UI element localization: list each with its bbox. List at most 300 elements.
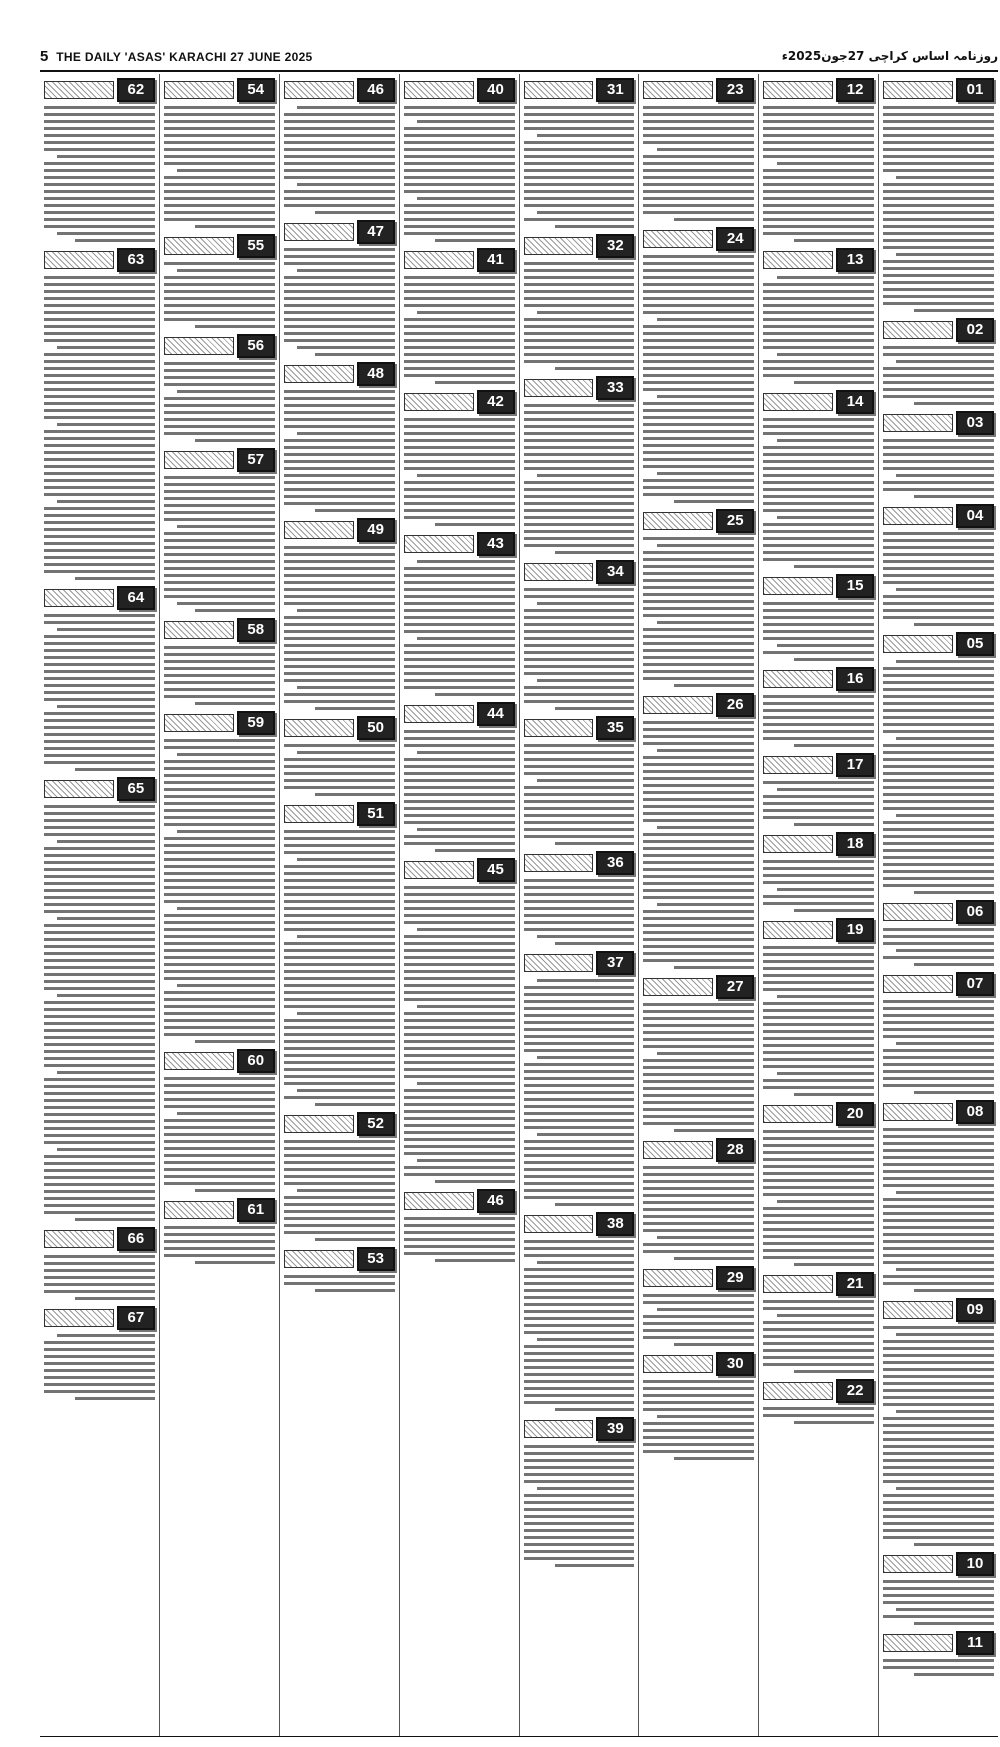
text-line <box>315 1289 395 1292</box>
text-line <box>643 304 754 307</box>
text-line <box>643 197 754 200</box>
text-line <box>524 509 635 512</box>
brief-header <box>284 1112 395 1136</box>
text-line <box>284 453 395 456</box>
text-line <box>57 1334 155 1337</box>
brief-header <box>643 227 754 251</box>
text-line <box>404 418 515 421</box>
text-line <box>284 779 395 782</box>
text-line <box>417 197 515 200</box>
text-line <box>883 446 994 449</box>
text-line <box>763 418 874 421</box>
text-line <box>763 1300 874 1303</box>
text-line <box>524 609 635 612</box>
text-line <box>524 283 635 286</box>
text-line <box>284 1019 395 1022</box>
text-line <box>164 844 275 847</box>
text-line <box>763 988 874 991</box>
text-line <box>643 628 754 631</box>
hatched-divider <box>164 714 234 732</box>
brief-header <box>164 1198 275 1222</box>
text-line <box>883 956 994 959</box>
news-brief <box>643 509 754 687</box>
text-line <box>417 637 515 640</box>
text-line <box>164 383 275 386</box>
text-line <box>164 127 275 130</box>
news-column <box>159 74 279 1736</box>
text-line <box>643 882 754 885</box>
text-line <box>164 588 275 591</box>
text-line <box>44 106 155 109</box>
text-line <box>164 851 275 854</box>
text-line <box>284 1096 395 1099</box>
text-line <box>524 1021 635 1024</box>
text-line <box>44 1355 155 1358</box>
text-line <box>195 1261 275 1264</box>
brief-number-badge: 21 <box>836 1272 874 1296</box>
news-brief <box>404 390 515 526</box>
hatched-divider <box>883 414 953 432</box>
text-line <box>164 518 275 521</box>
text-line <box>883 232 994 235</box>
text-line <box>164 183 275 186</box>
text-line <box>537 1338 635 1341</box>
brief-header <box>643 975 754 999</box>
news-column <box>279 74 399 1736</box>
text-line <box>404 283 515 286</box>
brief-number-badge: 59 <box>237 711 275 735</box>
text-line <box>524 127 635 130</box>
brief-header <box>643 1266 754 1290</box>
text-line <box>524 1175 635 1178</box>
text-line <box>763 474 874 477</box>
text-line <box>883 148 994 151</box>
text-line <box>643 444 754 447</box>
text-line <box>524 700 635 703</box>
text-line <box>763 860 874 863</box>
text-line <box>164 411 275 414</box>
text-line <box>44 1341 155 1344</box>
hatched-divider <box>524 1215 594 1233</box>
text-line <box>643 1024 754 1027</box>
text-line <box>404 630 515 633</box>
hatched-divider <box>44 589 114 607</box>
text-line <box>883 1515 994 1518</box>
news-brief <box>883 1631 994 1676</box>
text-line <box>524 879 635 882</box>
brief-number-badge: 62 <box>117 78 155 102</box>
text-line <box>643 1294 754 1297</box>
text-line <box>643 1315 754 1318</box>
text-line <box>643 1080 754 1083</box>
text-line <box>404 1252 515 1255</box>
text-line <box>524 1557 635 1560</box>
text-line <box>404 106 515 109</box>
text-line <box>44 402 155 405</box>
text-line <box>657 1236 755 1239</box>
text-line <box>44 1085 155 1088</box>
text-line <box>763 795 874 798</box>
text-line <box>657 1415 755 1418</box>
text-line <box>284 339 395 342</box>
text-line <box>643 1215 754 1218</box>
text-line <box>883 667 994 670</box>
text-line <box>44 563 155 566</box>
text-line <box>164 1012 275 1015</box>
text-line <box>674 500 754 503</box>
text-line <box>284 616 395 619</box>
text-line <box>883 1480 994 1483</box>
hatched-divider <box>404 1192 474 1210</box>
text-line <box>44 204 155 207</box>
brief-number-badge: 45 <box>477 858 515 882</box>
brief-header <box>284 802 395 826</box>
text-line <box>164 404 275 407</box>
text-line <box>435 1259 515 1262</box>
text-line <box>44 528 155 531</box>
text-line <box>284 1061 395 1064</box>
brief-header <box>404 248 515 272</box>
text-line <box>883 1028 994 1031</box>
brief-header <box>404 390 515 414</box>
text-line <box>164 476 275 479</box>
text-line <box>674 684 754 687</box>
hatched-divider <box>763 1382 833 1400</box>
text-line <box>404 1217 515 1220</box>
text-line <box>643 332 754 335</box>
news-brief <box>883 972 994 1094</box>
masthead-english <box>40 48 313 65</box>
text-line <box>524 360 635 363</box>
text-line <box>524 481 635 484</box>
text-line <box>524 1473 635 1476</box>
text-line <box>777 162 875 165</box>
text-line <box>537 211 635 214</box>
text-line <box>883 567 994 570</box>
text-line <box>164 581 275 584</box>
text-line <box>643 770 754 773</box>
text-line <box>643 190 754 193</box>
text-line <box>404 425 515 428</box>
text-line <box>284 1161 395 1164</box>
text-line <box>643 1101 754 1104</box>
text-line <box>524 651 635 654</box>
text-line <box>417 1005 515 1008</box>
news-brief <box>524 1417 635 1567</box>
text-line <box>763 1037 874 1040</box>
text-line <box>763 197 874 200</box>
text-line <box>883 1368 994 1371</box>
brief-header <box>524 951 635 975</box>
text-line <box>883 395 994 398</box>
text-line <box>44 276 155 279</box>
text-line <box>763 902 874 905</box>
hatched-divider <box>44 251 114 269</box>
text-line <box>537 779 635 782</box>
text-line <box>284 162 395 165</box>
text-line <box>164 362 275 365</box>
text-line <box>164 739 275 742</box>
text-line <box>404 737 515 740</box>
text-line <box>763 1016 874 1019</box>
hatched-divider <box>643 978 713 996</box>
brief-header <box>524 716 635 740</box>
text-line <box>44 924 155 927</box>
text-line <box>164 823 275 826</box>
text-line <box>524 1112 635 1115</box>
hatched-divider <box>44 780 114 798</box>
text-line <box>164 1077 275 1080</box>
text-line <box>404 1054 515 1057</box>
text-line <box>883 113 994 116</box>
brief-header <box>643 509 754 533</box>
text-line <box>883 302 994 305</box>
brief-header <box>883 1298 994 1322</box>
text-line <box>44 966 155 969</box>
text-line <box>44 1092 155 1095</box>
text-line <box>883 856 994 859</box>
text-line <box>883 1424 994 1427</box>
text-line <box>44 1283 155 1286</box>
text-line <box>896 737 994 740</box>
text-line <box>524 1508 635 1511</box>
text-line <box>883 346 994 349</box>
text-line <box>524 141 635 144</box>
text-line <box>883 793 994 796</box>
text-line <box>164 567 275 570</box>
text-line <box>164 1126 275 1129</box>
text-line <box>164 113 275 116</box>
brief-header <box>883 411 994 435</box>
text-line <box>643 1436 754 1439</box>
text-line <box>883 1326 994 1329</box>
text-line <box>44 493 155 496</box>
text-line <box>164 432 275 435</box>
brief-header <box>883 318 994 342</box>
text-line <box>763 432 874 435</box>
text-line <box>284 283 395 286</box>
text-line <box>883 688 994 691</box>
text-line <box>44 987 155 990</box>
hatched-divider <box>883 903 953 921</box>
text-line <box>883 388 994 391</box>
text-line <box>883 779 994 782</box>
text-line <box>537 979 635 982</box>
text-line <box>164 1147 275 1150</box>
hatched-divider <box>164 337 234 355</box>
text-line <box>763 709 874 712</box>
hatched-divider <box>284 719 354 737</box>
text-line <box>297 1012 395 1015</box>
text-line <box>164 653 275 656</box>
text-line <box>763 155 874 158</box>
text-line <box>763 1151 874 1154</box>
news-brief <box>643 693 754 969</box>
text-line <box>896 474 994 477</box>
text-line <box>44 311 155 314</box>
text-line <box>404 686 515 689</box>
text-line <box>164 879 275 882</box>
text-line <box>284 1075 395 1078</box>
hatched-divider <box>404 393 474 411</box>
text-line <box>883 772 994 775</box>
text-line <box>763 346 874 349</box>
text-line <box>883 877 994 880</box>
text-line <box>404 481 515 484</box>
text-line <box>75 239 155 242</box>
text-line <box>524 1373 635 1376</box>
text-line <box>524 793 635 796</box>
text-line <box>404 204 515 207</box>
text-line <box>896 1487 994 1490</box>
text-line <box>524 120 635 123</box>
text-line <box>883 1536 994 1539</box>
text-line <box>763 974 874 977</box>
text-line <box>164 369 275 372</box>
hatched-divider <box>883 1555 953 1573</box>
text-line <box>44 1269 155 1272</box>
text-line <box>404 842 515 845</box>
hatched-divider <box>284 223 354 241</box>
text-line <box>763 1086 874 1089</box>
text-line <box>524 523 635 526</box>
text-line <box>794 823 874 826</box>
text-line <box>435 849 515 852</box>
text-line <box>177 525 275 528</box>
text-line <box>883 1494 994 1497</box>
text-line <box>763 1407 874 1410</box>
text-line <box>763 502 874 505</box>
text-line <box>643 805 754 808</box>
text-line <box>524 693 635 696</box>
text-line <box>914 309 994 312</box>
text-line <box>674 1257 754 1260</box>
brief-number-badge: 40 <box>477 78 515 102</box>
brief-header <box>883 1631 994 1655</box>
text-line <box>524 1359 635 1362</box>
text-line <box>643 565 754 568</box>
hatched-divider <box>763 835 833 853</box>
text-line <box>284 297 395 300</box>
text-line <box>643 663 754 666</box>
text-line <box>883 1340 994 1343</box>
text-line <box>297 935 395 938</box>
text-line <box>643 1394 754 1397</box>
text-line <box>794 381 874 384</box>
text-line <box>643 106 754 109</box>
text-line <box>643 360 754 363</box>
text-line <box>524 1345 635 1348</box>
news-brief <box>883 504 994 626</box>
text-line <box>643 493 754 496</box>
brief-number-badge: 38 <box>596 1212 634 1236</box>
text-line <box>643 791 754 794</box>
text-line <box>777 995 875 998</box>
text-line <box>404 460 515 463</box>
text-line <box>643 537 754 540</box>
news-brief <box>284 716 395 796</box>
text-line <box>524 800 635 803</box>
text-line <box>763 1349 874 1352</box>
brief-header <box>763 1102 874 1126</box>
text-line <box>44 430 155 433</box>
brief-number-badge: 43 <box>477 532 515 556</box>
text-line <box>643 183 754 186</box>
text-line <box>284 772 395 775</box>
text-line <box>643 938 754 941</box>
paper-name-urdu: روزنامہ اساس کراچی 27جون2025ء <box>781 49 998 63</box>
text-line <box>763 374 874 377</box>
text-line <box>404 1145 515 1148</box>
brief-header <box>164 234 275 258</box>
text-line <box>164 858 275 861</box>
hatched-divider <box>164 451 234 469</box>
text-line <box>44 304 155 307</box>
text-line <box>164 963 275 966</box>
text-line <box>643 1010 754 1013</box>
text-line <box>404 155 515 158</box>
text-line <box>164 106 275 109</box>
text-line <box>883 616 994 619</box>
brief-number-badge: 46 <box>357 78 395 102</box>
text-line <box>777 276 875 279</box>
text-line <box>44 374 155 377</box>
news-brief <box>44 1306 155 1400</box>
text-line <box>657 544 755 547</box>
text-line <box>524 332 635 335</box>
text-line <box>883 709 994 712</box>
text-line <box>404 949 515 952</box>
text-line <box>524 204 635 207</box>
text-line <box>555 707 635 710</box>
text-line <box>883 842 994 845</box>
text-line <box>44 684 155 687</box>
text-line <box>404 1224 515 1227</box>
text-line <box>643 763 754 766</box>
text-line <box>404 232 515 235</box>
brief-number-badge: 16 <box>836 667 874 691</box>
text-line <box>284 1147 395 1150</box>
brief-header <box>763 1272 874 1296</box>
text-line <box>164 504 275 507</box>
text-line <box>57 917 155 920</box>
text-line <box>524 1310 635 1313</box>
text-line <box>763 1179 874 1182</box>
text-line <box>883 560 994 563</box>
hatched-divider <box>524 1420 594 1438</box>
text-line <box>284 886 395 889</box>
text-line <box>177 169 275 172</box>
text-line <box>643 1115 754 1118</box>
text-line <box>284 1203 395 1206</box>
text-line <box>284 574 395 577</box>
text-line <box>883 730 994 733</box>
news-brief <box>524 951 635 1206</box>
text-line <box>763 1009 874 1012</box>
brief-number-badge: 14 <box>836 390 874 414</box>
text-line <box>643 819 754 822</box>
text-line <box>537 935 635 938</box>
text-line <box>164 190 275 193</box>
text-line <box>643 113 754 116</box>
text-line <box>44 889 155 892</box>
text-line <box>404 672 515 675</box>
text-line <box>763 1214 874 1217</box>
brief-header <box>164 1049 275 1073</box>
text-line <box>284 1182 395 1185</box>
text-line <box>524 1091 635 1094</box>
brief-header <box>404 1189 515 1213</box>
